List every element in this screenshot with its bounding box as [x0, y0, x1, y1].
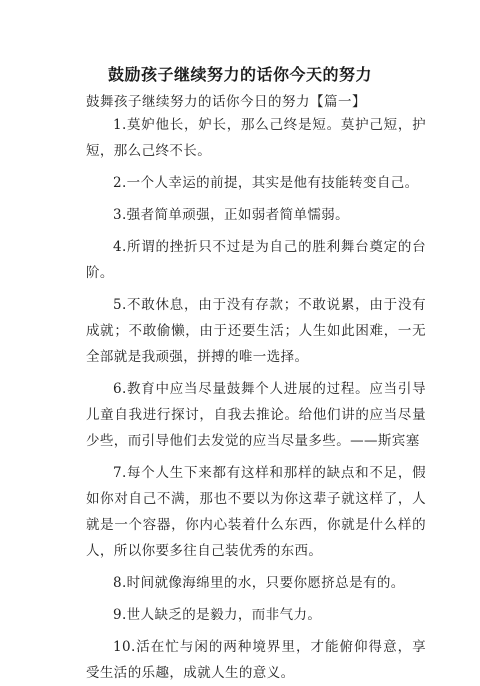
paragraph: 5.不敢休息，由于没有存款；不敢说累，由于没有成就；不敢偷懒，由于还要生活；人生如此困难，一无全部就是我顽强，拼搏的唯一选择。	[86, 297, 426, 365]
paragraph: 4.所谓的挫折只不过是为自己的胜利舞台奠定的台阶。	[86, 239, 426, 281]
paragraph: 9.世人缺乏的是毅力，而非气力。	[113, 607, 322, 623]
paragraph: 8.时间就像海绵里的水，只要你愿挤总是有的。	[113, 575, 405, 591]
document-title: 鼓励孩子继续努力的话你今天的努力	[107, 65, 372, 84]
paragraph: 6.教育中应当尽量鼓舞个人进展的过程。应当引导儿童自我进行探讨，自我去推论。给他们讲的应当尽量少些，而引导他们去发觉的应当尽量多些。——斯宾塞	[86, 381, 426, 449]
paragraph: 3.强者简单顽强，正如弱者简单懦弱。	[113, 207, 350, 223]
paragraph: 2.一个人幸运的前提，其实是他有技能转变自己。	[113, 175, 419, 191]
paragraph: 1.莫妒他长，妒长，那么己终是短。莫护己短，护短，那么己终不长。	[86, 117, 426, 159]
document-body	[86, 112, 426, 686]
paragraph: 7.每个人生下来都有这样和那样的缺点和不足，假如你对自己不满，那也不要以为你这辈子就这样了，人就是一个容器，你内心装着什么东西，你就是什么样的人，所以你要多往自己装优秀的东西。	[86, 465, 426, 559]
paragraph: 10.活在忙与闲的两种境界里，才能俯仰得意，享受生活的乐趣，成就人生的意义。	[86, 639, 426, 681]
document-subtitle: 鼓舞孩子继续努力的话你今日的努力【篇一】	[86, 94, 366, 110]
